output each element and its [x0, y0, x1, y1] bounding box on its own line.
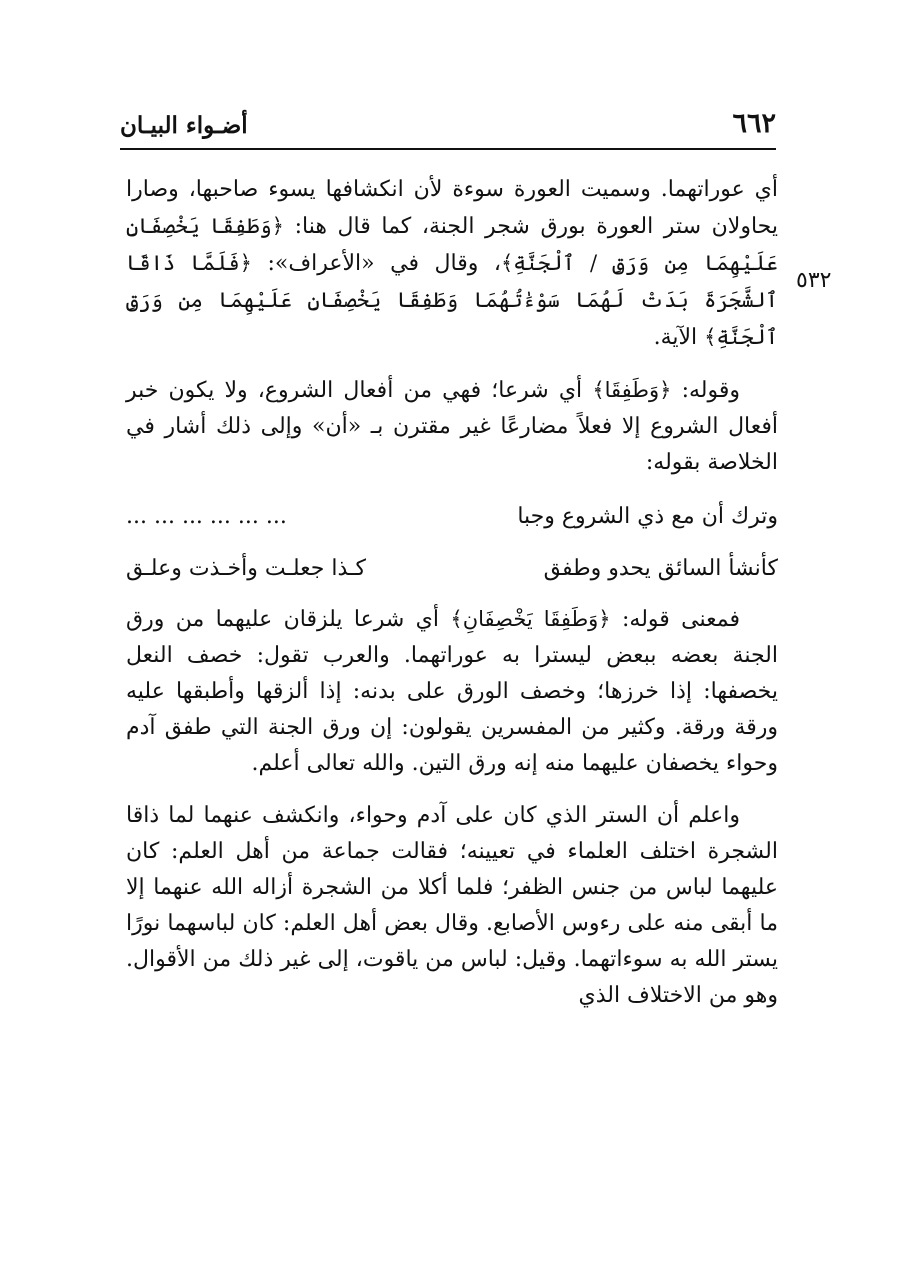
paragraph-3	[126, 601, 778, 782]
text-span: أي عوراتهما. وسميت العورة سوءة لأن انكشافها يسوء صاحبها، وصارا يحاولان ستر العورة بورق شجر الجنة، كما قال هنا:	[126, 177, 778, 239]
quran-quote: ﴿وَطَفِقَا﴾	[592, 378, 672, 402]
page-header	[120, 104, 776, 150]
poem-hemistich: ... ... ... ... ... ...	[126, 504, 287, 529]
poem-verse-1	[126, 497, 778, 537]
text-span: وقوله:	[671, 378, 740, 403]
paragraph-1	[126, 172, 778, 356]
paragraph-2	[126, 372, 778, 481]
book-title: أضـواء البيـان	[120, 112, 248, 139]
text-span: أي شرعا؛ فهي من أفعال الشروع، ولا يكون خبر أفعال الشروع إلا فعلاً مضارعًا غير مقترن بـ «أن» وإلى ذلك أشار في الخلاصة بقوله:	[126, 378, 778, 475]
poem-verse-2	[126, 549, 778, 589]
poem-hemistich: كأنشأ السائق يحدو وطفق	[543, 556, 778, 581]
text-span: واعلم أن الستر الذي كان على آدم وحواء، وانكشف عنهما لما ذاقا الشجرة اختلف العلماء في تعيينه؛ فقالت جماعة من أهل العلم: كان عليهما لباس من جنس الظفر؛ فلما أكلا من الشجرة أزاله الله عنهما إلا ما أبقى منه على رءوس الأصابع. وقال بعض أهل العلم: كان لباسهما نورًا يستر الله به سوءاتهما. وقيل: لباس من ياقوت، إلى غير ذلك من الأقوال. وهو من الاختلاف الذي	[126, 803, 778, 1008]
poem-hemistich: وترك أن مع ذي الشروع وجبا	[517, 504, 778, 529]
text-span: الآية.	[653, 325, 705, 350]
poem-hemistich: كـذا جعلـت وأخـذت وعلـق	[126, 556, 366, 581]
text-span: فمعنى قوله:	[610, 607, 740, 632]
quran-quote: ﴿فَلَمَّا ذَاقَا ٱلشَّجَرَةَ بَدَتْ لَهُمَا سَوْءَٰتُهُمَا وَطَفِقَا يَخْصِفَانِ عَلَيْهِمَا مِن وَرَقِ ٱلْجَنَّةِ﴾	[126, 251, 778, 349]
quran-quote: ﴿وَطَفِقَا يَخْصِفَانِ﴾	[450, 607, 611, 631]
page-number: ٦٦٢	[732, 108, 776, 139]
paragraph-4	[126, 798, 778, 1014]
text-span: ، وقال في «الأعراف»:	[251, 251, 501, 276]
text-span: أي شرعا يلزقان عليهما من ورق الجنة بعضه ببعض ليسترا به عوراتهما. والعرب تقول: خصف النعل يخصفها: إذا خرزها؛ وخصف الورق على بدنه: إذا ألزقها وأطبقها عليه ورقة ورقة. وكثير من المفسرين يقولون: إن ورق الجنة التي طفق آدم وحواء يخصفان عليهما منه إنه ورق التين. والله تعالى أعلم.	[126, 607, 778, 776]
page-body	[126, 172, 778, 1030]
quran-quote: ﴿وَطَفِقَا يَخْصِفَانِ عَلَيْهِمَا مِن وَرَقِ / ٱلْجَنَّةِ﴾	[126, 214, 778, 275]
margin-page-reference: ٥٣٢	[796, 268, 832, 293]
